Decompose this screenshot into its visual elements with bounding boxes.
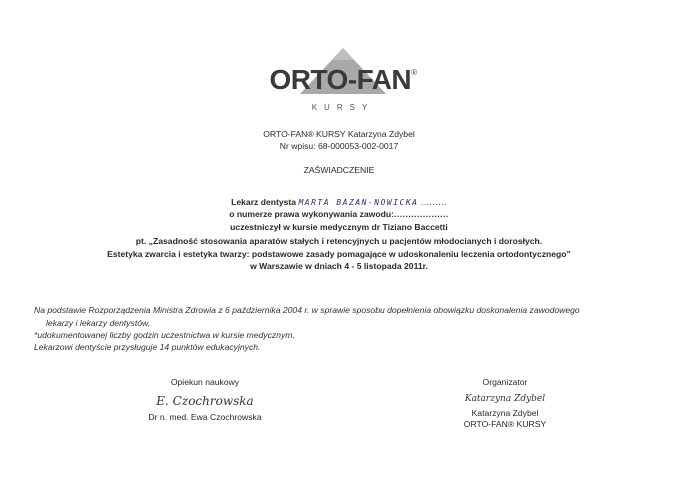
license-line: o numerze prawa wykonywania zawodu:................... bbox=[229, 209, 449, 219]
course-location-date: w Warszawie w dniach 4 - 5 listopada 2011r. bbox=[250, 261, 428, 271]
participant-name-dots: ......... bbox=[420, 197, 447, 207]
organizer-name: Katarzyna Zdybel bbox=[471, 408, 539, 418]
registry-number: Nr wpisu: 68-000053-002-0017 bbox=[279, 141, 399, 151]
logo-subtitle: KURSY bbox=[311, 103, 375, 112]
organizer-line: ORTO-FAN® KURSY Katarzyna Zdybel bbox=[263, 129, 415, 139]
right-signature: Katarzyna Zdybel bbox=[464, 394, 546, 404]
organizer-role: Organizator bbox=[482, 377, 528, 387]
organizer-company: ORTO-FAN® KURSY bbox=[463, 419, 547, 429]
certificate-title: ZAŚWIADCZENIE bbox=[303, 165, 375, 175]
left-signature-block bbox=[140, 377, 270, 423]
course-title-line2: Estetyka zwarcia i estetyka twarzy: podstawowe zasady pomagające w udoskonaleniu leczenia ortodontycznego” bbox=[107, 249, 571, 259]
participant-name: MARTA BAZAN-NOWICKA bbox=[298, 198, 419, 207]
legal-line3: *udokumentowanej liczby godzin uczestnictwa w kursie medycznym, bbox=[34, 330, 295, 340]
right-signature-block bbox=[440, 377, 570, 430]
participation-line: uczestniczył w kursie medycznym dr Tiziano Baccetti bbox=[230, 222, 448, 232]
participant-line bbox=[0, 197, 678, 208]
scientific-supervisor-name: Dr n. med. Ewa Czochrowska bbox=[148, 412, 262, 422]
legal-line2: lekarzy i lekarzy dentystów, bbox=[46, 318, 151, 328]
logo-brand: ORTO-FAN® bbox=[269, 64, 417, 95]
orto-fan-logo bbox=[268, 48, 418, 118]
course-title-line1: pt. „Zasadność stosowania aparatów stałych i retencyjnych u pacjentów młodocianych i dorosłych. bbox=[135, 236, 543, 246]
scientific-supervisor-role: Opiekun naukowy bbox=[170, 377, 240, 387]
legal-line4: Lekarzowi dentyście przysługuje 14 punktów edukacyjnych. bbox=[34, 342, 261, 352]
participant-prefix: Lekarz dentysta bbox=[231, 197, 297, 207]
legal-line1: Na podstawie Rozporządzenia Ministra Zdrowia z 6 października 2004 r. w sprawie sposobu dopełnienia obowiązku doskonalenia zawodowego bbox=[34, 305, 580, 315]
license-dots: ................... bbox=[393, 209, 449, 219]
left-signature: E. Czochrowska bbox=[156, 394, 254, 408]
